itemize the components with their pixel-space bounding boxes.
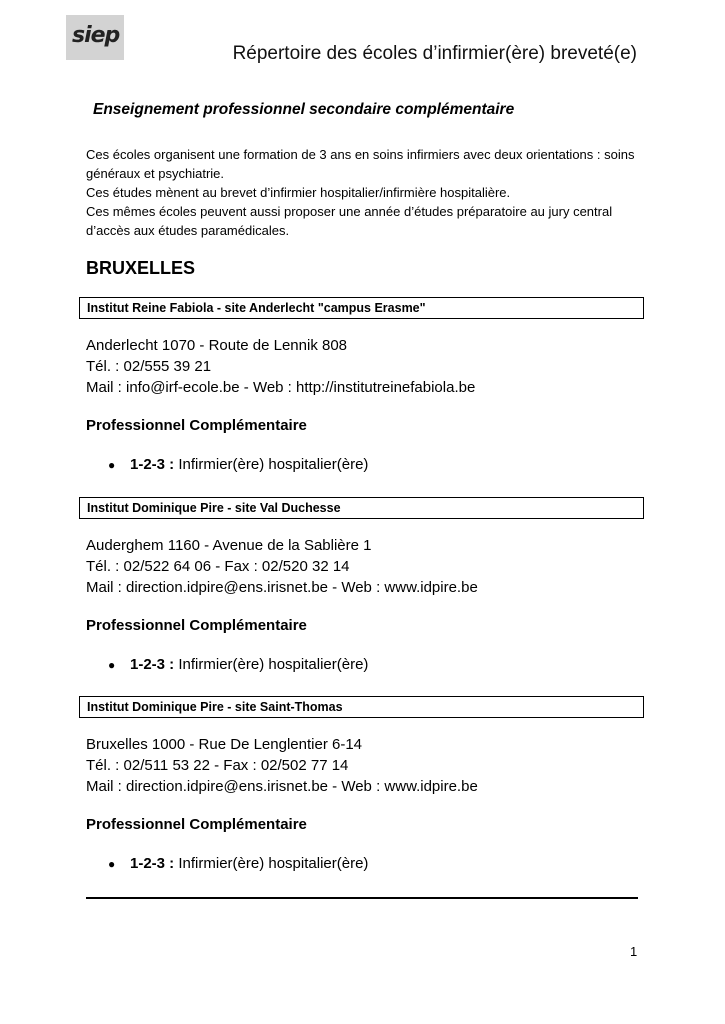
program-code: 1-2-3 : [130, 855, 175, 872]
school-name-box [79, 297, 644, 319]
school-address: Auderghem 1160 - Avenue de la Sablière 1 [86, 537, 372, 554]
section-heading: Enseignement professionnel secondaire complémentaire [93, 101, 515, 118]
school-phone: Tél. : 02/555 39 21 [86, 358, 212, 375]
bullet-icon: ● [108, 658, 116, 672]
program-code: 1-2-3 : [130, 656, 175, 673]
program-heading: Professionnel Complémentaire [86, 617, 307, 634]
school-name-box [79, 497, 644, 519]
document-title: Répertoire des écoles d’infirmier(ère) breveté(e) [232, 43, 637, 64]
school-name: Institut Reine Fabiola - site Anderlecht "campus Erasme" [87, 301, 426, 315]
school-mail-web: Mail : direction.idpire@ens.irisnet.be - Web : www.idpire.be [86, 579, 478, 596]
program-heading: Professionnel Complémentaire [86, 816, 307, 833]
school-contact-block [86, 335, 475, 398]
page-number: 1 [630, 944, 638, 959]
school-mail-web: Mail : info@irf-ecole.be - Web : http://institutreinefabiola.be [86, 379, 476, 396]
school-name: Institut Dominique Pire - site Saint-Thomas [87, 700, 343, 714]
intro-paragraph: Ces études mènent au brevet d’infirmier hospitalier/infirmière hospitalière. [86, 185, 511, 200]
program-item [108, 855, 368, 872]
school-phone: Tél. : 02/511 53 22 - Fax : 02/502 77 14 [86, 757, 349, 774]
school-address: Anderlecht 1070 - Route de Lennik 808 [86, 337, 348, 354]
bottom-divider [86, 897, 638, 899]
school-address: Bruxelles 1000 - Rue De Lenglentier 6-14 [86, 736, 362, 753]
bullet-icon: ● [108, 458, 116, 472]
program-item [108, 656, 368, 673]
program-label: Infirmier(ère) hospitalier(ère) [174, 855, 369, 872]
program-code: 1-2-3 : [130, 456, 175, 473]
siep-logo [66, 15, 124, 60]
intro-paragraph: Ces mêmes écoles peuvent aussi proposer une année d’études préparatoire au jury central d’accès aux études paramédicales. [86, 204, 613, 238]
program-heading: Professionnel Complémentaire [86, 417, 307, 434]
intro-text [86, 145, 646, 240]
school-contact-block [86, 535, 478, 598]
region-heading: BRUXELLES [86, 258, 196, 278]
school-contact-block [86, 734, 478, 797]
bullet-icon: ● [108, 857, 116, 871]
school-name-box [79, 696, 644, 718]
school-name: Institut Dominique Pire - site Val Duchesse [87, 501, 341, 515]
program-label: Infirmier(ère) hospitalier(ère) [174, 456, 369, 473]
logo-text: siep [72, 23, 120, 48]
program-label: Infirmier(ère) hospitalier(ère) [174, 656, 369, 673]
school-phone: Tél. : 02/522 64 06 - Fax : 02/520 32 14 [86, 558, 350, 575]
school-mail-web: Mail : direction.idpire@ens.irisnet.be - Web : www.idpire.be [86, 778, 478, 795]
program-item [108, 456, 368, 473]
intro-paragraph: Ces écoles organisent une formation de 3 ans en soins infirmiers avec deux orientations : soins généraux et psychiatrie. [86, 147, 635, 181]
